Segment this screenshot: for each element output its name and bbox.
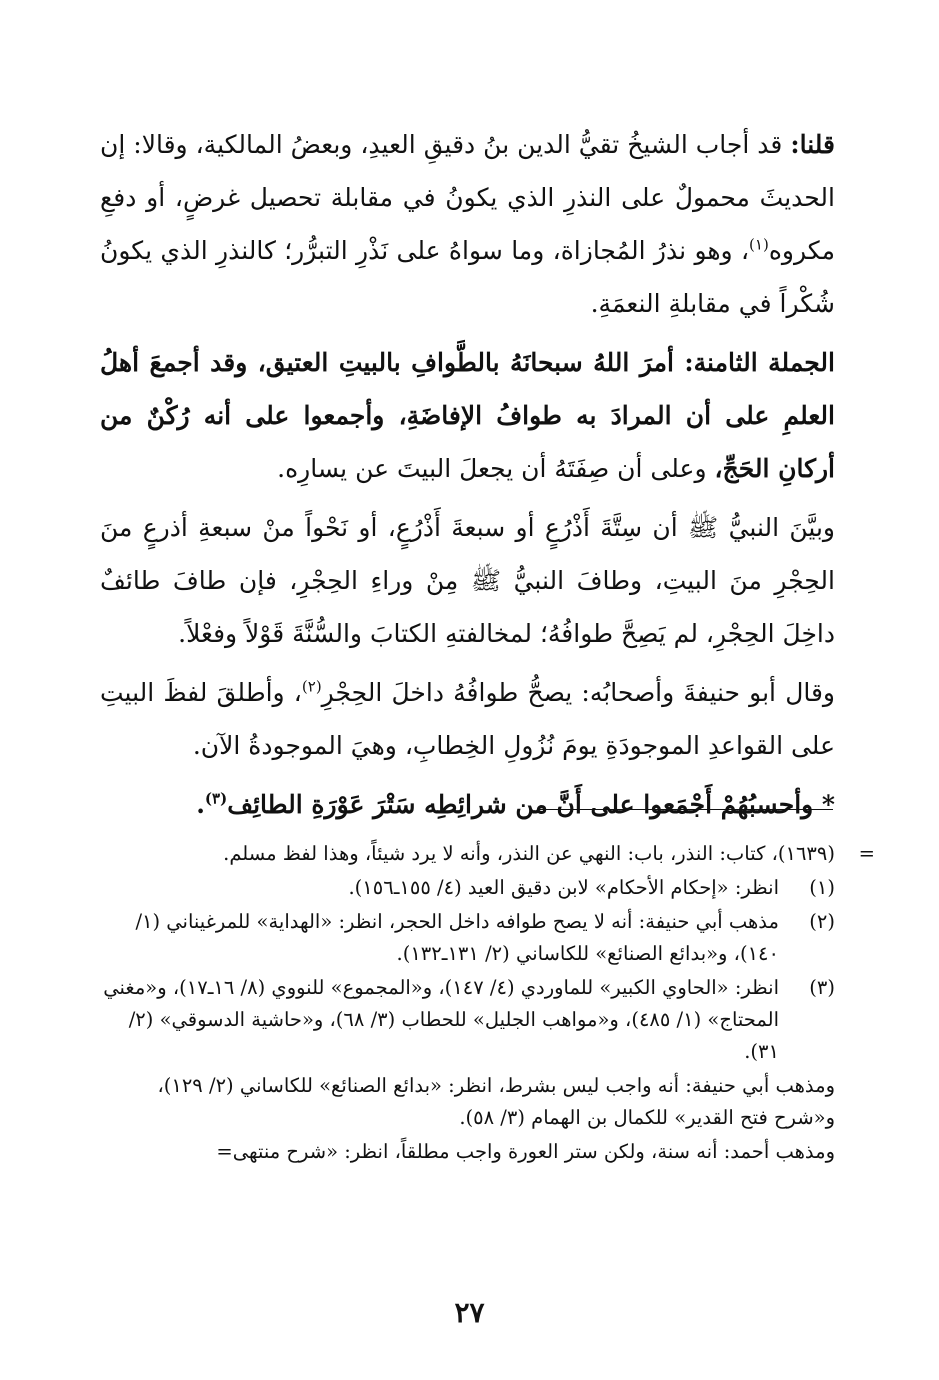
footnote-3-extra-2-text: ومذهب أحمد: أنه سنة، ولكن ستر العورة واجب مطلقاً، انظر: «شرح منتهى= (216, 1140, 835, 1163)
paragraph-1-lead: قلنا: (790, 130, 835, 159)
footnote-continuation-text: (١٦٣٩)، كتاب: النذر، باب: النهي عن النذر، وأنه لا يرد شيئاً، وهذا لفظ مسلم. (223, 842, 835, 865)
footnote-1-text: انظر: «إحكام الأحكام» لابن دقيق العيد (٤/ ١٥٥ـ١٥٦). (348, 876, 779, 899)
footnote-2 (100, 906, 835, 970)
paragraph-1-text: قد أجاب الشيخُ تقيُّ الدين بنُ دقيقِ العيدِ، وبعضُ المالكية، وقالا: إن الحديثَ محمولٌ على النذرِ الذي يكونُ في مقابلة تحصيل غرضٍ، أو دفعِ مكروه (100, 130, 835, 265)
paragraph-5 (100, 778, 835, 831)
footnote-2-text: مذهب أبي حنيفة: أنه لا يصح طوافه داخل الحجر، انظر: «الهداية» للمرغيناني (١/ ١٤٠)، و«بدائع الصنائع» للكاساني (٢/ ١٣١ـ١٣٢). (135, 910, 779, 965)
paragraph-2-tail: وعلى أن صِفَتَهُ أن يجعلَ البيتَ عن يسارِه. (277, 454, 715, 483)
paragraph-1-tail: ، وهو نذرُ المُجازاة، وما سواهُ على نَذْرِ التبرُّر؛ كالنذرِ الذي يكونُ شُكْراً في مقابلةِ النعمَةِ. (100, 236, 835, 318)
footnote-2-number: (٢) (809, 910, 835, 933)
paragraph-4-tail: ، وأطلقَ لفظَ البيتِ على القواعدِ الموجودَةِ يومَ نُزُولِ الخِطابِ، وهيَ الموجودةُ الآن. (100, 678, 835, 760)
footnote-3-extra-1-text: ومذهب أبي حنيفة: أنه واجب ليس بشرط، انظر: «بدائع الصنائع» للكاساني (٢/ ١٢٩)، و«شرح فتح القدير» للكمال بن الهمام (٣/ ٥٨). (157, 1074, 835, 1129)
paragraph-5-tail: . (196, 790, 205, 819)
footnote-continuation (100, 838, 875, 870)
paragraph-2-lead: الجملة الثامنة: أمرَ اللهُ سبحانَهُ بالطَّوافِ بالبيتِ العتيق، وقد أجمعَ أهلُ العلمِ على أن المرادَ به طوافُ الإفاضَةِ، وأجمعوا على أنه رُكْنٌ من أركانِ الحَجِّ، (100, 348, 835, 483)
footnote-3-extra-2 (100, 1136, 835, 1168)
paragraph-3 (100, 501, 835, 660)
continuation-mark: = (858, 842, 875, 865)
footnote-3-number: (٣) (809, 976, 835, 999)
footnote-ref-3[interactable]: (٣) (204, 789, 228, 808)
paragraph-5-lead: * وأحسبُهُمْ أَجْمَعوا على أَنَّ من شرائِطِه سَتْرَ عَوْرَةِ الطائِف (227, 790, 835, 819)
paragraph-3-text: وبيَّنَ النبيُّ ﷺ أن سِتَّةَ أَذْرُعٍ أو سبعةَ أَذْرُعٍ، أو نَحْواً منْ سبعةِ أذرعٍ منَ الحِجْرِ منَ البيتِ، وطافَ النبيُّ ﷺ مِنْ وراءِ الحِجْرِ، فإن طافَ طائفٌ داخِلَ الحِجْرِ، لم يَصِحَّ طوافُهُ؛ لمخالفتهِ الكتابَ والسُّنَّةَ قَوْلاً وفعْلاً. (100, 513, 835, 648)
page-number: ٢٧ (454, 1296, 485, 1329)
footnote-divider (540, 809, 833, 810)
footnote-3 (100, 972, 835, 1068)
paragraph-4-text: وقال أبو حنيفةَ وأصحابُه: يصحُّ طوافُهُ داخلَ الحِجْرِ (321, 678, 835, 707)
footnote-3-extra-1 (100, 1070, 835, 1134)
main-text (100, 118, 835, 837)
paragraph-2 (100, 336, 835, 495)
paragraph-1 (100, 118, 835, 330)
footnote-3-text: انظر: «الحاوي الكبير» للماوردي (٤/ ١٤٧)، و«المجموع» للنووي (٨/ ١٦ـ١٧)، و«مغني المحتاج» (١/ ٤٨٥)، و«مواهب الجليل» للحطاب (٣/ ٦٨)، و«حاشية الدسوقي» (٢/ ٣١). (103, 976, 779, 1063)
footnote-1-number: (١) (809, 876, 835, 899)
footnote-ref-1[interactable]: (١) (749, 235, 769, 254)
footnotes (100, 838, 875, 1170)
footnote-ref-2[interactable]: (٢) (301, 677, 322, 696)
footnote-1 (100, 872, 835, 904)
paragraph-4 (100, 666, 835, 772)
